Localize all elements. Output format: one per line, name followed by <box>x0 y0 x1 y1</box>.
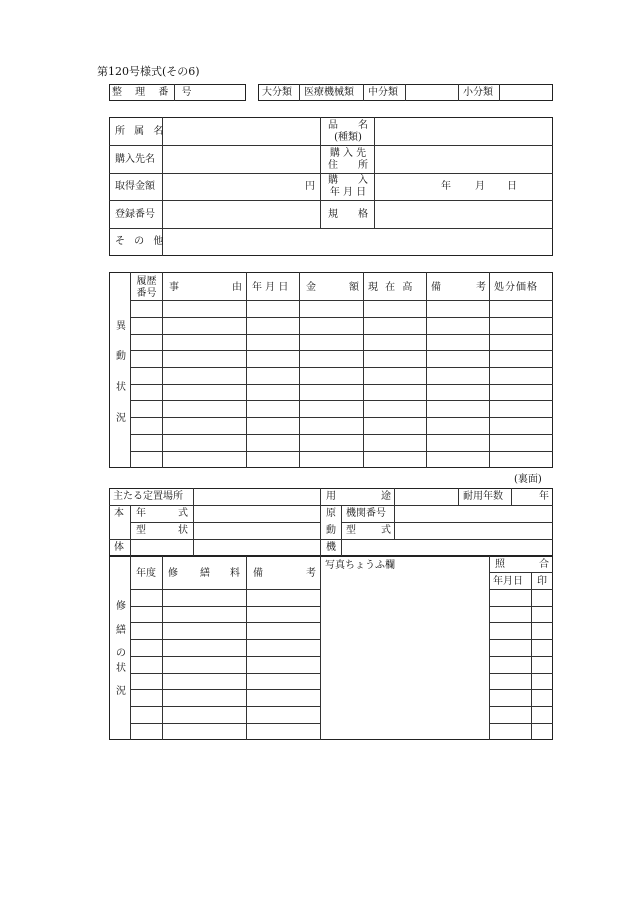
hinmei-label-1: 品 名 <box>328 120 368 131</box>
history-side-1: 異 <box>116 321 126 332</box>
keishiki-a: 型 <box>346 525 356 536</box>
shogo-a: 照 <box>495 559 505 570</box>
konyusaki-jusho-label-2: 住 所 <box>328 160 368 171</box>
date-nen: 年 <box>441 181 451 192</box>
nenshiki-b: 式 <box>178 508 188 519</box>
col-nendo: 年度 <box>136 568 156 579</box>
shutaru-basho-label: 主たる定置場所 <box>113 491 183 502</box>
shuzen-side-1: 修 <box>116 601 126 612</box>
keishiki-b: 式 <box>381 525 391 536</box>
gendoki-side-3: 機 <box>326 542 336 553</box>
col-genzaidaka: 現 在 高 <box>368 282 415 293</box>
date-tsuki: 月 <box>475 181 485 192</box>
shogo-in-label: 印 <box>537 576 547 587</box>
col-kingaku-a: 金 <box>306 282 316 293</box>
back-col-biko-b: 考 <box>306 568 316 579</box>
dai-bunrui-label: 大分類 <box>262 87 292 98</box>
back-col-biko-a: 備 <box>253 568 263 579</box>
shutoku-kingaku-field[interactable] <box>163 174 303 199</box>
sho-bunrui-field[interactable] <box>500 85 552 100</box>
col-shuzenryo-a: 修 <box>168 568 178 579</box>
shutoku-kingaku-label: 取得金額 <box>115 181 155 192</box>
col-shuzenryo-c: 料 <box>230 568 240 579</box>
col-rireki-2: 番号 <box>136 288 157 299</box>
nenshiki-a: 年 <box>136 508 146 519</box>
shogo-b: 合 <box>539 559 549 570</box>
yoto-b: 途 <box>381 491 391 502</box>
toroku-bango-field[interactable] <box>163 201 319 227</box>
col-shuzenryo-b: 繕 <box>200 568 210 579</box>
chu-bunrui-label: 中分類 <box>368 87 398 98</box>
taiyo-nensu-label: 耐用年数 <box>463 491 503 502</box>
seiri-bango-field[interactable] <box>175 85 245 100</box>
hinmei-field[interactable] <box>375 118 552 144</box>
history-table <box>109 272 553 468</box>
date-hi: 日 <box>507 181 517 192</box>
hontai-side-1: 本 <box>114 508 124 519</box>
shashin-label: 写真ちょうふ欄 <box>325 560 395 571</box>
hontai-side-2: 体 <box>114 542 124 553</box>
history-side-3: 状 <box>116 382 126 393</box>
col-rireki-1: 履歴 <box>136 276 157 287</box>
col-shobun: 処分価格 <box>494 282 538 293</box>
konyu-date-label-1: 購 入 <box>328 175 368 186</box>
kikan-bango-label: 機関番号 <box>346 508 386 519</box>
form-title: 第120号様式(その6) <box>97 65 200 78</box>
konyu-date-label-2: 年 月 日 <box>329 187 367 198</box>
yoto-field[interactable] <box>395 489 457 504</box>
konyusaki-jusho-label-1: 購 入 先 <box>329 148 367 159</box>
konyusaki-jusho-field[interactable] <box>375 146 552 172</box>
shozoku-field[interactable] <box>163 118 319 144</box>
shuzen-side-3: の <box>116 648 126 659</box>
col-jiyu-a: 事 <box>169 282 179 293</box>
sho-bunrui-label: 小分類 <box>463 87 493 98</box>
kikaku-label: 規 格 <box>328 209 368 220</box>
history-side-2: 動 <box>116 351 126 362</box>
shuzen-side-4: 状 <box>116 663 126 674</box>
seiri-bango-label: 整 理 番 号 <box>112 87 197 98</box>
gendoki-side-1: 原 <box>326 508 336 519</box>
col-kingaku-b: 額 <box>349 282 359 293</box>
shogo-date-label: 年月日 <box>493 576 523 587</box>
history-side-4: 況 <box>116 413 126 424</box>
shozoku-label: 所 属 名 <box>115 126 167 137</box>
yen-unit: 円 <box>305 181 315 192</box>
hinmei-label-2: (種類) <box>334 132 362 143</box>
chu-bunrui-field[interactable] <box>406 85 458 100</box>
shuzen-side-2: 繕 <box>116 625 126 636</box>
col-biko-b: 考 <box>476 282 486 293</box>
taiyo-nen-unit: 年 <box>539 491 549 502</box>
shutaru-basho-field[interactable] <box>194 489 319 504</box>
toroku-bango-label: 登録番号 <box>115 209 155 220</box>
dai-bunrui-value: 医療機械類 <box>304 87 354 98</box>
col-biko-a: 備 <box>431 282 441 293</box>
reverse-label: (裏面) <box>514 474 542 485</box>
yoto-a: 用 <box>326 491 336 502</box>
col-jiyu-b: 由 <box>232 282 242 293</box>
katajo-b: 状 <box>178 525 188 536</box>
konyusaki-label: 購入先名 <box>115 154 155 165</box>
konyusaki-field[interactable] <box>163 146 319 172</box>
shashin-area[interactable] <box>321 574 488 739</box>
shuzen-side-5: 況 <box>116 686 126 697</box>
kikaku-field[interactable] <box>375 201 552 227</box>
col-date: 年 月 日 <box>252 282 289 293</box>
sonota-label: そ の 他 <box>115 236 167 247</box>
sonota-field[interactable] <box>163 229 552 255</box>
gendoki-side-2: 動 <box>326 525 336 536</box>
katajo-a: 型 <box>136 525 146 536</box>
